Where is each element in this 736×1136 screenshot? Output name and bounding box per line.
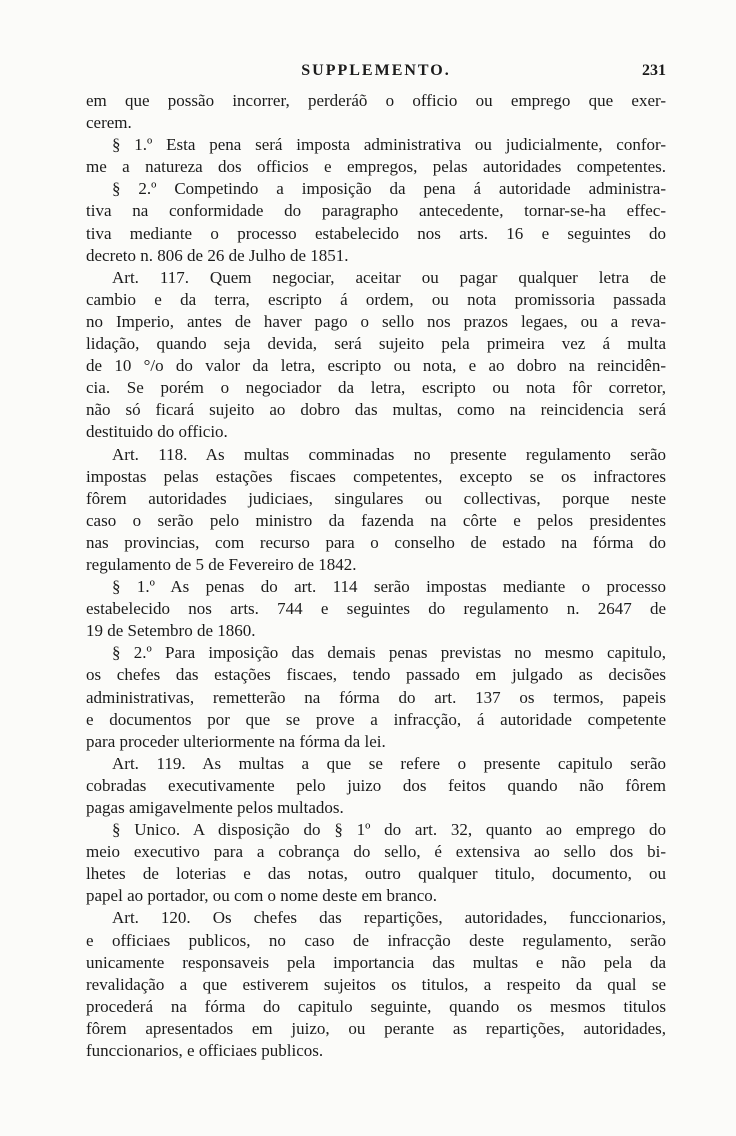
- text-line: caso o serão pelo ministro da fazenda na côrte e pelos presidentes: [86, 510, 666, 530]
- text-line: nas provincias, com recurso para o conselho de estado na fórma do: [86, 532, 666, 552]
- text-line: fôrem apresentados em juizo, ou perante as repartições, autoridades,: [86, 1018, 666, 1038]
- text-line: fôrem autoridades judiciaes, singulares ou collectivas, porque neste: [86, 488, 666, 508]
- text-line: papel ao portador, ou com o nome deste em branco.: [86, 886, 438, 906]
- text-line: para proceder ulteriormente na fórma da lei.: [86, 731, 386, 751]
- paragraph-2-section: § 2.º Competindo a imposição da pena á autoridade administra-: [112, 179, 666, 199]
- text-line: revalidação a que estiverem sujeitos os titulos, a respeito da qual se: [86, 974, 666, 994]
- running-title: SUPPLEMENTO.: [301, 62, 451, 79]
- article-119-sole-section: § Unico. A disposição do § 1º do art. 32, quanto ao emprego do: [112, 820, 666, 840]
- text-line: regulamento de 5 de Fevereiro de 1842.: [86, 554, 357, 574]
- text-line: no Imperio, antes de haver pago o sello nos prazos legaes, ou a reva-: [86, 311, 666, 331]
- text-line: funccionarios, e officiaes publicos.: [86, 1041, 324, 1061]
- article-118-section-2: § 2.º Para imposição das demais penas previstas no mesmo capitulo,: [112, 643, 666, 663]
- text-line: destituido do officio.: [86, 422, 228, 442]
- page-header: [86, 62, 666, 86]
- text-line: os chefes das estações fiscaes, tendo passado em julgado as decisões: [86, 665, 666, 685]
- text-line: lhetes de loterias e das notas, outro qualquer titulo, documento, ou: [86, 864, 666, 884]
- text-line: administrativas, remetterão na fórma do art. 137 os termos, papeis: [86, 687, 666, 707]
- text-line: 19 de Setembro de 1860.: [86, 621, 256, 641]
- text-line: procederá na fórma do capitulo seguinte, quando os mesmos titulos: [86, 996, 666, 1016]
- text-line: cia. Se porém o negociador da letra, escripto ou nota fôr corretor,: [86, 378, 666, 398]
- paragraph-1-section: § 1.º Esta pena será imposta administrativa ou judicialmente, confor-: [112, 135, 666, 155]
- text-line: pagas amigavelmente pelos multados.: [86, 798, 344, 817]
- text-line: e officiaes publicos, no caso de infracção deste regulamento, serão: [86, 930, 666, 950]
- text-line: tiva mediante o processo estabelecido nos arts. 16 e seguintes do: [86, 223, 666, 243]
- text-line: tiva na conformidade do paragrapho antecedente, tornar-se-ha effec-: [86, 201, 666, 221]
- text-line: decreto n. 806 de 26 de Julho de 1851.: [86, 245, 349, 265]
- text-line: lidação, quando seja devida, será sujeito pela primeira vez á multa: [86, 334, 666, 354]
- text-line: e documentos por que se prove a infracção, á autoridade competente: [86, 709, 666, 729]
- text-line: cobradas executivamente pelo juizo dos feitos quando não fôrem: [86, 775, 666, 795]
- text-line: estabelecido nos arts. 744 e seguintes do regulamento n. 2647 de: [86, 599, 666, 619]
- article-120: Art. 120. Os chefes das repartições, autoridades, funccionarios,: [112, 908, 666, 928]
- article-118: Art. 118. As multas comminadas no presente regulamento serão: [112, 444, 666, 464]
- text-line: cambio e da terra, escripto á ordem, ou nota promissoria passada: [86, 289, 666, 309]
- text-line: de 10 °/o do valor da letra, escripto ou nota, e ao dobro na reincidên-: [86, 356, 666, 376]
- text-line: cerem.: [86, 113, 132, 133]
- article-118-section-1: § 1.º As penas do art. 114 serão impostas mediante o processo: [112, 577, 666, 597]
- article-119: Art. 119. As multas a que se refere o presente capitulo serão: [112, 753, 666, 773]
- article-117: Art. 117. Quem negociar, aceitar ou pagar qualquer letra de: [112, 267, 666, 287]
- text-line: em que possão incorrer, perderáõ o officio ou emprego que exer-: [86, 91, 666, 110]
- page-number: 231: [642, 62, 666, 79]
- body-text: [86, 90, 666, 1062]
- text-line: meio executivo para a cobrança do sello, é extensiva ao sello dos bi-: [86, 842, 666, 862]
- text-line: impostas pelas estações fiscaes competentes, excepto se os infractores: [86, 466, 666, 486]
- text-line: me a natureza dos officios e empregos, pelas autoridades competentes.: [86, 157, 666, 177]
- text-line: não só ficará sujeito ao dobro das multas, como na reincidencia será: [86, 400, 666, 420]
- text-line: unicamente responsaveis pela importancia das multas e não pela da: [86, 952, 666, 972]
